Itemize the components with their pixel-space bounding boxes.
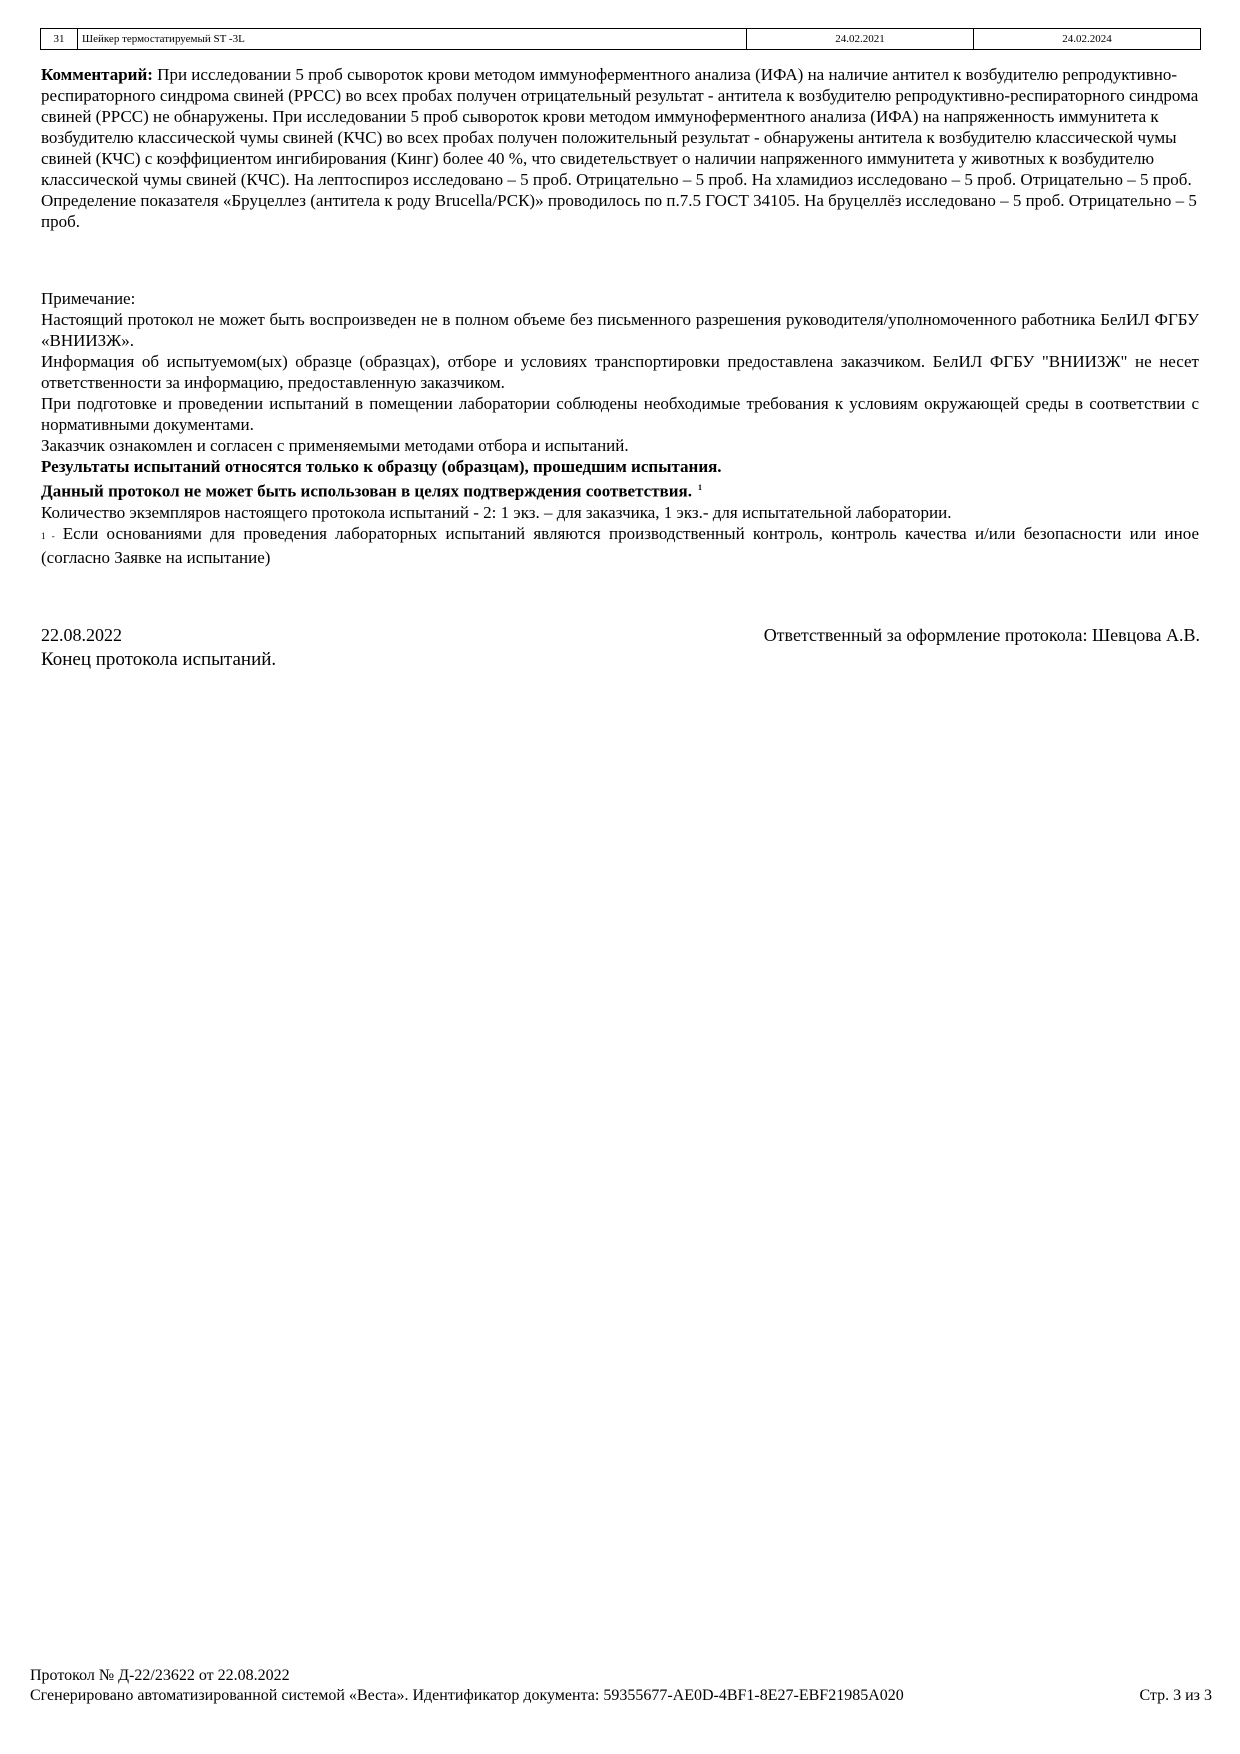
date-to: 24.02.2024 [974,29,1201,50]
footnote-text: Если основаниями для проведения лабораторных испытаний являются производственный контроль, контроль качества и/или безопасности или иное (согласно Заявке на испытание) [41,523,1199,567]
date-from: 24.02.2021 [747,29,974,50]
comment-text: При исследовании 5 проб сывороток крови методом иммуноферментного анализа (ИФА) на наличие антител к возбудителю репродуктивно-респираторного синдрома свиней (РРСС) во всех пробах получен отрицательный результат - антитела к возбудителю репродуктивно-респираторного синдрома свиней (РРСС) не обнаружены. При исследовании 5 проб сывороток крови методом иммуноферментного анализа (ИФА) на напряженность иммунитета к возбудителю классической чумы свиней (КЧС) во всех пробах получен положительный результат - обнаружены антитела к возбудителю классической чумы свиней (КЧС) с коэффициентом ингибирования (Кинг) более 40 %, что свидетельствует о наличии напряженного иммунитета у животных к возбудителю классической чумы свиней (КЧС). На лептоспироз исследовано – 5 проб. Отрицательно – 5 проб. На хламидиоз исследовано – 5 проб. Отрицательно – 5 проб. Определение показателя «Бруцеллез (антитела к роду Brucella/РСК)» проводилось по п.7.5 ГОСТ 34105. На бруцеллёз исследовано – 5 проб. Отрицательно – 5 проб. [41,65,1199,231]
note-environment: При подготовке и проведении испытаний в помещении лаборатории соблюдены необходимые требования к условиям окружающей среды в соответствии с нормативными документами. [41,394,1199,434]
footer-protocol-number: Протокол № Д-22/23622 от 22.08.2022 [30,1667,290,1684]
note-conformity [41,477,1199,502]
end-of-protocol: Конец протокола испытаний. [41,649,277,670]
equipment-name: Шейкер термостатируемый ST -3L [78,29,747,50]
note-customer-info: Информация об испытуемом(ых) образце (образцах), отборе и условиях транспортировки предоставлена заказчиком. БелИЛ ФГБУ "ВНИИЗЖ" не несет ответственности за информацию, предоставленную заказчиком. [41,352,1199,392]
notes-section [41,288,1199,568]
footnote-mark: 1 - [41,530,55,541]
footnote [41,523,1199,568]
note-methods: Заказчик ознакомлен и согласен с применяемыми методами отбора и испытаний. [41,436,629,455]
responsible-person: Ответственный за оформление протокола: Шевцова А.В. [763,625,1200,645]
equipment-table [40,28,1201,50]
signature-date: 22.08.2022 [41,625,122,645]
comment-label: Комментарий: [41,65,153,84]
footer-generated-id: Сгенерировано автоматизированной системой «Веста». Идентификатор документа: 59355677-AE0D-4BF1-8E27-EBF21985A020 [30,1687,904,1704]
note-copies: Количество экземпляров настоящего протокола испытаний - 2: 1 экз. – для заказчика, 1 экз.- для испытательной лаборатории. [41,502,952,522]
footer-page-number: Стр. 3 из 3 [1139,1687,1212,1704]
note-conformity-text: Данный протокол не может быть использован в целях подтверждения соответствия. [41,481,692,501]
note-results-scope: Результаты испытаний относятся только к образцу (образцам), прошедшим испытания. [41,457,722,476]
row-number: 31 [41,29,78,50]
footnote-reference: 1 [697,483,702,492]
table-row [41,29,1201,50]
notes-title: Примечание: [41,289,136,308]
comment-paragraph [41,64,1199,232]
note-reproduction: Настоящий протокол не может быть воспроизведен не в полном объеме без письменного разрешения руководителя/уполномоченного работника БелИЛ ФГБУ «ВНИИЗЖ». [41,310,1199,350]
